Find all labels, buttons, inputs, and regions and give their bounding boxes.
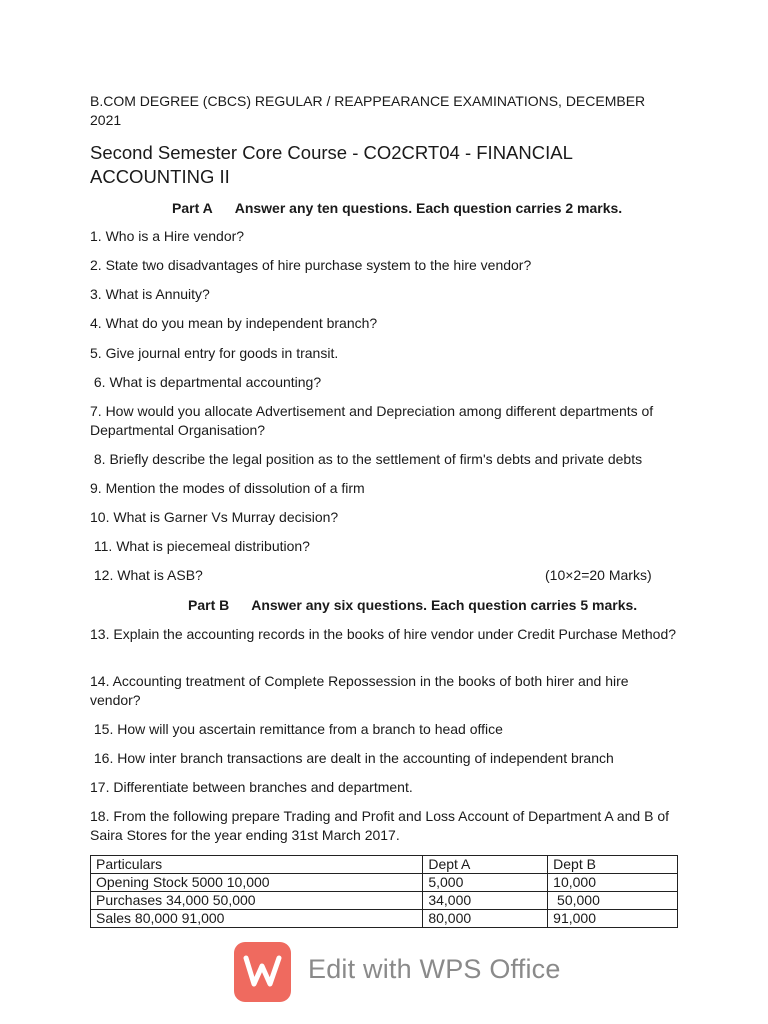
wps-logo-icon[interactable] [234,942,291,1002]
part-a-marks: (10×2=20 Marks) [545,567,652,583]
table-header-cell: Dept A [423,856,548,874]
question-6: 6. What is departmental accounting? [90,374,322,390]
table-cell: 80,000 [423,910,548,928]
table-header-cell: Particulars [91,856,423,874]
table-cell: Opening Stock 5000 10,000 [91,874,423,892]
question-18: 18. From the following prepare Trading and Profit and Loss Account of Department A and B of Saira Stores for the year ending 31st March 2017. [90,808,670,843]
exam-title: B.COM DEGREE (CBCS) REGULAR / REAPPEARANCE EXAMINATIONS, DECEMBER 2021 [90,93,646,128]
question-3: 3. What is Annuity? [90,286,210,302]
question-7: 7. How would you allocate Advertisement and Depreciation among different departments of Departmental Organisation? [90,403,654,438]
table-cell: 50,000 [548,892,678,910]
table-row [91,874,678,892]
question-2: 2. State two disadvantages of hire purchase system to the hire vendor? [90,257,532,273]
question-5: 5. Give journal entry for goods in transit. [90,345,339,361]
table-row [91,892,678,910]
question-16: 16. How inter branch transactions are dealt in the accounting of independent branch [90,750,614,766]
table-header-cell: Dept B [548,856,678,874]
wps-edit-label[interactable]: Edit with WPS Office [308,954,561,984]
part-a-label: Part A [172,200,213,216]
part-b-label: Part B [188,597,230,613]
question-17: 17. Differentiate between branches and department. [90,779,413,795]
question-15: 15. How will you ascertain remittance from a branch to head office [90,721,503,737]
table-cell: Sales 80,000 91,000 [91,910,423,928]
table-header-row [91,856,678,874]
part-a-heading [172,199,622,217]
part-a-instruction: Answer any ten questions. Each question carries 2 marks. [234,200,623,216]
table-cell: 5,000 [423,874,548,892]
table-cell: 10,000 [548,874,678,892]
table-cell: 34,000 [423,892,548,910]
question-13: 13. Explain the accounting records in the books of hire vendor under Credit Purchase Method? [90,626,677,642]
question-12: 12. What is ASB? [90,567,203,583]
question-11: 11. What is piecemeal distribution? [90,538,310,554]
department-table [90,855,678,928]
course-title: Second Semester Core Course - CO2CRT04 - FINANCIAL ACCOUNTING II [90,142,573,187]
question-8: 8. Briefly describe the legal position as to the settlement of firm's debts and private debts [90,451,643,467]
question-14: 14. Accounting treatment of Complete Repossession in the books of both hirer and hire vendor? [90,673,629,708]
part-b-heading [188,596,637,614]
wps-edit-banner[interactable] [234,942,564,1002]
question-4: 4. What do you mean by independent branch? [90,315,378,331]
table-cell: Purchases 34,000 50,000 [91,892,423,910]
question-10: 10. What is Garner Vs Murray decision? [90,509,339,525]
question-1: 1. Who is a Hire vendor? [90,228,245,244]
table-row [91,910,678,928]
question-9: 9. Mention the modes of dissolution of a firm [90,480,365,496]
table-cell: 91,000 [548,910,678,928]
part-b-instruction: Answer any six questions. Each question carries 5 marks. [251,597,638,613]
